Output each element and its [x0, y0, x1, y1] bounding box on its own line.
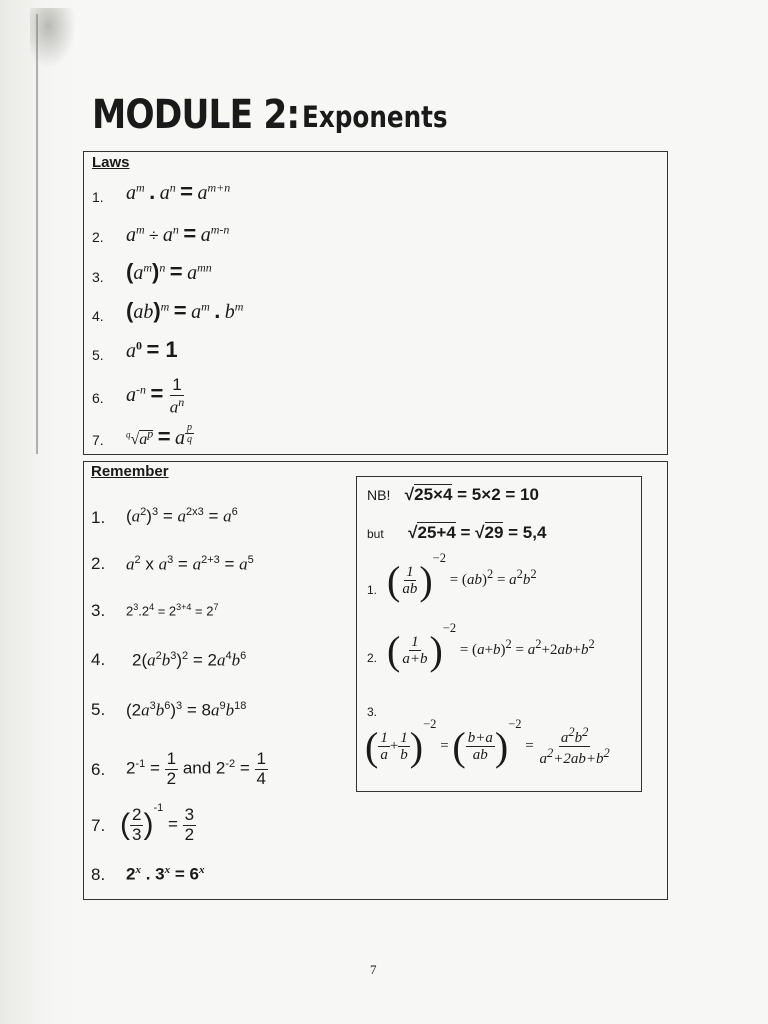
remember-number: 1.: [91, 508, 106, 527]
remember-6: $2^{-1}$ = $\frac{1}{2}$ and $2^{-2}$ = $\frac{1}{4}$: [126, 749, 266, 788]
scan-edge: [0, 0, 78, 1024]
law-number: 7.: [92, 432, 104, 448]
law-number: 3.: [92, 269, 104, 285]
remember-1: $(a^2)^3 = a^{2x3} = a^6$: [126, 506, 238, 526]
remember-number: 5.: [91, 700, 106, 719]
law-number: 1.: [92, 189, 104, 205]
remember-5: $(2a^3b^6)^3 = 8a^9b^{18}$: [126, 700, 247, 720]
nb-number: 3.: [367, 705, 378, 719]
nb-item-1: ( $\frac{1}{ab}$ )$^{-2} = (ab)^2 = a^2b^2$: [387, 550, 537, 603]
law-2: $a^m \div a^n = a^{m-n}$: [126, 221, 230, 246]
nb-label: NB!: [367, 487, 391, 503]
page-number: 7: [370, 962, 377, 977]
nb-number: 1.: [367, 583, 378, 597]
nb-box: [356, 476, 642, 792]
law-number: 5.: [92, 347, 104, 363]
law-number: 4.: [92, 308, 104, 324]
law-4: $(ab)^m = a^m$ . $b^m$: [126, 298, 244, 323]
nb-item-2: ( $\frac{1}{a+b}$ )$^{-2} = (a+b)^2 = a^2+2ab+b^2$: [387, 620, 595, 673]
nb-but: but: [367, 527, 384, 541]
law-number: 6.: [92, 390, 104, 406]
remember-7: ( $\frac{2}{3}$ )$^{-1}$ = $\frac{3}{2}$: [120, 802, 195, 844]
topic-label: Exponents: [302, 100, 448, 134]
remember-4: $2(a^2b^3)^2 = 2a^4b^6$: [132, 650, 247, 670]
law-6: $a^{-n}$ = $\frac{1}{a^n}$: [126, 375, 185, 417]
module-label: MODULE 2:: [92, 92, 300, 138]
remember-number: 3.: [91, 601, 106, 620]
remember-number: 4.: [91, 650, 106, 669]
remember-3: $2^3.2^4 = 2^{3+4} = 2^7$: [126, 602, 219, 619]
scan-line: [36, 14, 38, 454]
nb-line-2: but √25+4 = √29 = 5,4: [367, 523, 547, 542]
law-number: 2.: [92, 229, 104, 245]
law-1: $a^m$ . $a^n = a^{m+n}$: [126, 179, 231, 204]
remember-number: 6.: [91, 760, 106, 779]
remember-number: 8.: [91, 865, 106, 884]
remember-8: 2$^x$ . $3^x = 6^x$: [126, 864, 205, 884]
nb-line-1: NB! √25×4 = 5×2 = 10: [367, 485, 539, 504]
nb-item-3: ( $\frac{1}{a}$ + $\frac{1}{b}$ )$^{-2}$ = ( $\frac{b+a}{ab}$ )$^{-2}$ = $\frac{a^2b^2}{a^2+2ab+b^2}$: [365, 716, 610, 769]
law-5: $a^0 = 1$: [126, 337, 178, 362]
remember-number: 2.: [91, 554, 106, 573]
laws-heading: Laws: [92, 154, 130, 171]
nb-number: 2.: [367, 651, 378, 665]
law-7: $^q√a^p = a$ $^{\frac{p}{q}}$: [126, 422, 193, 449]
law-3: $(a^m)^n = a^{mn}$: [126, 259, 212, 284]
remember-heading: Remember: [91, 463, 169, 480]
remember-number: 7.: [91, 816, 106, 835]
page-title: [92, 92, 448, 138]
remember-2: $a^2$ x $a^3 = a^{2+3} = a^5$: [126, 554, 254, 574]
laws-box: [83, 151, 668, 455]
